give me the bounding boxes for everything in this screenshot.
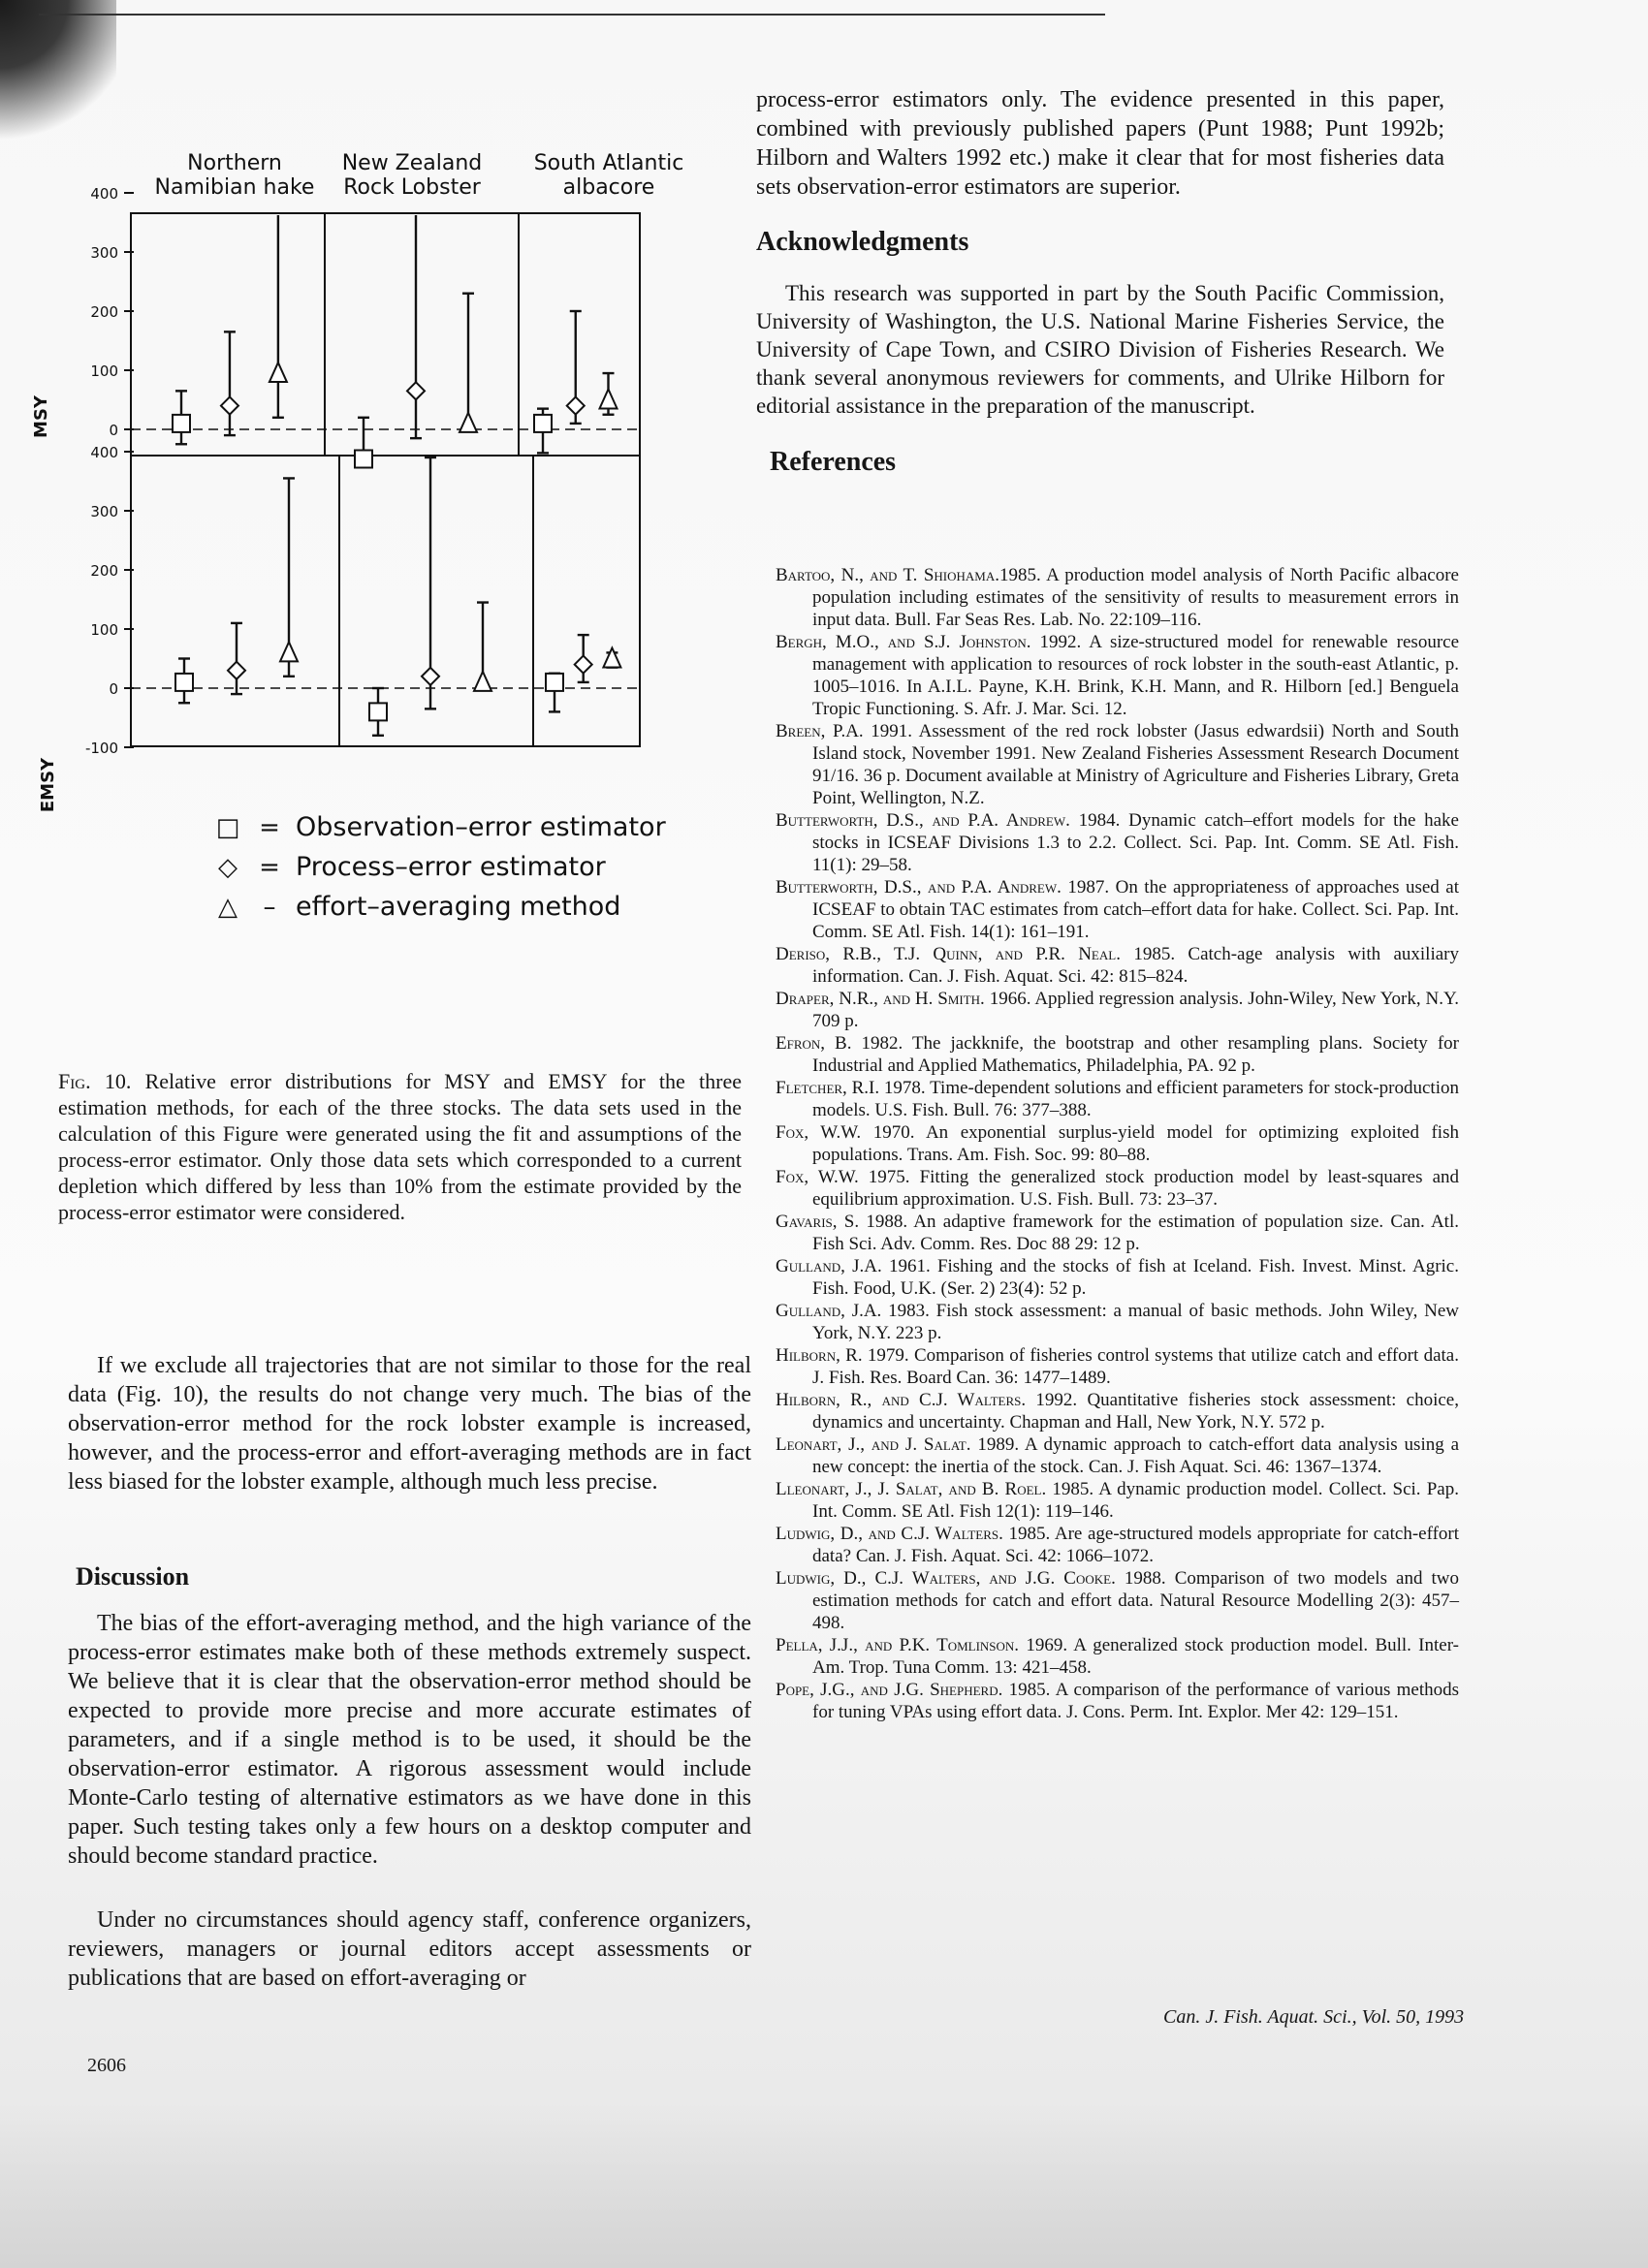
diamond-marker	[422, 668, 439, 685]
reference-authors: Draper, N.R., and H. Smith.	[776, 989, 985, 1009]
reference-authors: Fletcher, R.I.	[776, 1078, 880, 1098]
data-point-diamond	[422, 457, 439, 709]
data-point-triangle	[600, 373, 618, 415]
reference-authors: Lleonart, J., J. Salat, and B. Roel.	[776, 1479, 1047, 1499]
y-tick-label: -100	[84, 740, 118, 757]
reference-authors: Gavaris, S.	[776, 1212, 860, 1232]
right-column-top	[756, 85, 1444, 478]
reference-item	[776, 1121, 1459, 1166]
bottom-y-axis	[85, 444, 134, 757]
reference-authors: Fox, W.W.	[776, 1122, 862, 1143]
col-title-1-line2: Namibian hake	[154, 175, 315, 200]
reference-authors: Gulland, J.A.	[776, 1256, 882, 1276]
triangle-marker	[600, 390, 618, 409]
reference-item	[776, 809, 1459, 876]
y-tick-label: 0	[109, 422, 118, 439]
reference-authors: Efron, B.	[776, 1033, 852, 1054]
discussion-paragraph-2: Under no circumstances should agency staff, conference organizers, reviewers, managers or journal editors accept assessments or publications that are based on effort-averaging or	[68, 1907, 751, 1991]
scan-corner-shadow	[0, 0, 116, 155]
y-tick-label: 400	[90, 444, 118, 461]
reference-authors: Leonart, J., and J. Salat.	[776, 1434, 971, 1455]
data-point-diamond	[221, 331, 238, 435]
y-tick-label: 400	[90, 185, 118, 203]
reference-item	[776, 1255, 1459, 1300]
data-point-square	[546, 674, 563, 712]
acknowledgments-heading: Acknowledgments	[756, 227, 969, 257]
reference-item	[776, 1679, 1459, 1723]
diamond-marker	[575, 656, 592, 674]
reference-text: 1985. Are age-structured models appropriate for catch-effort data? Can. J. Fish. Aquat. Sci. 42: 1066–1072.	[812, 1524, 1459, 1566]
reference-text: 1984. Dynamic catch–effort models for the hake stocks in ICSEAF Divisions 1.3 to 2.2. Collect. Sci. Pap. Int. Comm. SE Atl. Fish. 11(1): 29–58.	[812, 810, 1459, 875]
figure-caption-text: Relative error distributions for MSY and EMSY for the three estimation methods, for each of the three stocks. The data sets used in the calculation of this Figure were generated using the fit and assumptions of the process-error estimator. Only those data sets which corresponded to a current depletion which differed by less than 10% from the estimate provided by the process-error estimator were considered.	[58, 1069, 742, 1224]
body-paragraph-trajectories: If we exclude all trajectories that are not similar to those for the real data (Fig. 10), the results do not change very much. The bias of the observation-error method for the rock lobster example is increased, however, and the process-error and effort-averaging methods are in fact less biased for the lobster example, although much less precise.	[68, 1353, 751, 1495]
reference-item	[776, 1389, 1459, 1433]
reference-item	[776, 1567, 1459, 1634]
reference-text: 1991. Assessment of the red rock lobster (Jasus edwardsii) North and South Island stock, November 1991. New Zealand Fisheries Assessment Research Document 91/16. 36 p. Document available at Ministry of Agriculture and Fisheries Library, Greta Point, Wellington, N.Z.	[812, 721, 1460, 808]
reference-item	[776, 943, 1459, 988]
legend-eq-3: –	[263, 893, 276, 922]
references-list	[776, 564, 1459, 1723]
reference-item	[776, 1166, 1459, 1211]
reference-text: 1982. The jackknife, the bootstrap and other resampling plans. Society for Industrial and Applied Mathematics, Philadelphia, PA. 92 p.	[812, 1033, 1459, 1076]
square-marker	[355, 451, 372, 468]
discussion-heading: Discussion	[76, 1562, 190, 1591]
reference-authors: Pella, J.J., and P.K. Tomlinson.	[776, 1635, 1020, 1655]
data-point-square	[175, 659, 193, 704]
bottom-panel-marks	[175, 457, 620, 736]
legend-eq-2: =	[259, 853, 280, 882]
data-point-triangle	[474, 603, 491, 691]
col-title-2-line2: Rock Lobster	[343, 175, 481, 200]
col-title-2-line1: New Zealand	[341, 151, 483, 175]
top-ylabel: MSY	[31, 395, 51, 438]
legend-label-observation: Observation–error estimator	[296, 812, 666, 842]
y-tick-label: 200	[90, 562, 118, 580]
figure-caption	[58, 1068, 742, 1225]
acknowledgments-text: This research was supported in part by the South Pacific Commission, University of Washington, the U.S. National Marine Fisheries Service, the University of Cape Town, and CSIRO Division of Fisheries Research. We thank several anonymous reviewers for comments, and Ulrike Hilborn for editorial assistance in the preparation of the manuscript.	[756, 281, 1444, 418]
reference-authors: Bartoo, N., and T. Shiohama.	[776, 565, 999, 585]
body-paragraph-continued: process-error estimators only. The evidence presented in this paper, combined with previously published papers (Punt 1988; Punt 1992b; Hilborn and Walters 1992 etc.) make it clear that for most fisheries data sets observation-error estimators are superior.	[756, 87, 1444, 200]
reference-item	[776, 631, 1459, 720]
reference-text: 1970. An exponential surplus-yield model for optimizing exploited fish populations. Trans. Am. Fish. Soc. 99: 80–88.	[812, 1122, 1459, 1165]
data-point-diamond	[228, 623, 245, 694]
reference-text: 1979. Comparison of fisheries control systems that utilize catch and effort data. J. Fish. Res. Board Can. 36: 1477–1489.	[812, 1345, 1459, 1388]
reference-authors: Ludwig, D., C.J. Walters, and J.G. Cooke.	[776, 1568, 1116, 1589]
reference-text: 1988. An adaptive framework for the estimation of population size. Can. Atl. Fish Sci. Adv. Comm. Res. Doc 88 29: 12 p.	[812, 1212, 1459, 1254]
reference-item	[776, 1478, 1459, 1523]
data-point-square	[173, 391, 190, 444]
diamond-marker	[407, 382, 425, 399]
y-tick-label: 300	[90, 503, 118, 520]
triangle-marker	[460, 413, 477, 432]
discussion-paragraph-1: The bias of the effort-averaging method, and the high variance of the process-error estimates make both of these methods extremely suspect. We believe that it is clear that the observation-error method should be expected to provide more precise and more accurate estimates of parameters, and if a single method is to be used, it should be the observation-error estimator. A rigorous assessment would include Monte-Carlo testing of alternative estimators as we have done in this paper. Such testing takes only a few hours on a desktop computer and should become standard practice.	[68, 1611, 751, 1869]
reference-text: 1983. Fish stock assessment: a manual of basic methods. John Wiley, New York, N.Y. 223 p.	[812, 1301, 1459, 1343]
reference-text: 1987. On the appropriateness of approaches used at ICSEAF to obtain TAC estimates from catch–effort data for hake. Collect. Sci. Pap. Int. Comm. SE Atl. Fish. 14(1): 161–191.	[812, 877, 1459, 942]
reference-authors: Bergh, M.O., and S.J. Johnston.	[776, 632, 1031, 652]
reference-authors: Hilborn, R., and C.J. Walters.	[776, 1390, 1027, 1410]
col-title-3-line2: albacore	[562, 175, 655, 200]
reference-text: 1985. A production model analysis of North Pacific albacore population including estimates of the sensitivity of results to measurement errors in input data. Bull. Far Seas Res. Lab. No. 22:109–116.	[812, 565, 1459, 630]
reference-authors: Gulland, J.A.	[776, 1301, 882, 1321]
data-point-diamond	[407, 215, 425, 438]
legend-symbol-square: □	[215, 813, 240, 842]
legend-eq-1: =	[259, 813, 280, 842]
reference-authors: Butterworth, D.S., and P.A. Andrew.	[776, 810, 1070, 831]
reference-authors: Breen, P.A.	[776, 721, 864, 741]
reference-text: 1985. A comparison of the performance of various methods for tuning VPAs using effort data. J. Cons. Perm. Int. Explor. Mer 42: 129–151.	[812, 1680, 1459, 1722]
reference-text: 1985. Catch-age analysis with auxiliary information. Can. J. Fish. Aquat. Sci. 42: 815–824.	[812, 944, 1459, 987]
square-marker	[369, 703, 387, 720]
reference-authors: Butterworth, D.S., and P.A. Andrew.	[776, 877, 1062, 898]
reference-text: 1966. Applied regression analysis. John-Wiley, New York, N.Y. 709 p.	[812, 989, 1459, 1031]
bottom-ylabel: EMSY	[38, 757, 58, 813]
data-point-triangle	[280, 478, 298, 676]
y-tick-label: 100	[90, 362, 118, 380]
reference-item	[776, 1300, 1459, 1344]
reference-text: 1961. Fishing and the stocks of fish at Iceland. Fish. Invest. Minst. Agric. Fish. Food, U.K. (Ser. 2) 23(4): 52 p.	[812, 1256, 1459, 1299]
col-title-1-line1: Northern	[187, 151, 282, 175]
triangle-marker	[280, 642, 298, 661]
y-tick-label: 0	[109, 680, 118, 698]
square-marker	[175, 674, 193, 691]
diamond-marker	[221, 397, 238, 415]
y-tick-label: 300	[90, 244, 118, 262]
reference-item	[776, 1344, 1459, 1389]
diamond-marker	[567, 397, 585, 415]
reference-item	[776, 1634, 1459, 1679]
legend-symbol-triangle: △	[218, 893, 238, 922]
reference-text: 1969. A generalized stock production model. Bull. Inter-Am. Trop. Tuna Comm. 13: 421–458.	[812, 1635, 1459, 1678]
reference-item	[776, 720, 1459, 809]
reference-item	[776, 876, 1459, 943]
data-point-diamond	[575, 635, 592, 682]
scan-bottom-shade	[0, 2103, 1648, 2268]
references-heading: References	[770, 447, 897, 477]
reference-text: 1989. A dynamic approach to catch-effort data analysis using a new concept: the inertia of the stock. Can. J. Fish Aquat. Sci. 46: 1367–1374.	[812, 1434, 1460, 1477]
top-y-axis	[90, 185, 134, 439]
reference-item	[776, 988, 1459, 1032]
reference-item	[776, 1211, 1459, 1255]
reference-authors: Hilborn, R.	[776, 1345, 863, 1366]
square-marker	[534, 415, 552, 432]
reference-text: 1992. Quantitative fisheries stock assessment: choice, dynamics and uncertainty. Chapman and Hall, New York, N.Y. 572 p.	[812, 1390, 1459, 1433]
diamond-marker	[228, 662, 245, 679]
data-point-square	[369, 688, 387, 736]
data-point-square	[534, 409, 552, 454]
triangle-marker	[269, 362, 287, 382]
reference-authors: Pope, J.G., and J.G. Shepherd.	[776, 1680, 1003, 1700]
data-point-triangle	[269, 215, 287, 418]
y-tick-label: 200	[90, 303, 118, 321]
legend-label-process: Process–error estimator	[296, 852, 606, 882]
figure-10	[29, 136, 756, 1066]
reference-item	[776, 1077, 1459, 1121]
square-marker	[173, 415, 190, 432]
reference-item	[776, 1032, 1459, 1077]
y-tick-label: 100	[90, 621, 118, 639]
reference-text: 1975. Fitting the generalized stock production model by least-squares and equilibrium approximation. U.S. Fish. Bull. 73: 23–37.	[812, 1167, 1459, 1210]
journal-footer: Can. J. Fish. Aquat. Sci., Vol. 50, 1993	[1163, 2006, 1465, 2028]
figure-caption-label: Fig. 10.	[58, 1069, 132, 1093]
triangle-marker	[474, 672, 491, 691]
reference-item	[776, 564, 1459, 631]
reference-text: 1985. A dynamic production model. Collect. Sci. Pap. Int. Comm. SE Atl. Fish 12(1): 119–146.	[812, 1479, 1459, 1522]
data-point-square	[355, 418, 372, 468]
reference-item	[776, 1523, 1459, 1567]
data-point-triangle	[603, 648, 620, 668]
reference-authors: Ludwig, D., and C.J. Walters.	[776, 1524, 1003, 1544]
top-panel-frame	[131, 213, 640, 456]
reference-text: 1978. Time-dependent solutions and efficient parameters for stock-production models. U.S. Fish. Bull. 76: 377–388.	[812, 1078, 1459, 1120]
page-number: 2606	[87, 2055, 126, 2076]
reference-authors: Fox, W.W.	[776, 1167, 859, 1187]
legend-label-effort: effort–averaging method	[296, 892, 621, 922]
reference-text: 1992. A size-structured model for renewable resource management with application to resources of rock lobster in the south-east Atlantic, p. 1005–1016. In A.I.L. Payne, K.H. Brink, K.H. Mann, and R. Hilborn [ed.] Benguela Tropic Functioning. S. Afr. J. Mar. Sci. 12.	[812, 632, 1460, 719]
reference-text: 1988. Comparison of two models and two estimation methods for catch and effort data. Natural Resource Modelling 2(3): 457–498.	[812, 1568, 1460, 1633]
scan-top-edge	[39, 14, 1105, 16]
triangle-marker	[603, 648, 620, 668]
reference-authors: Deriso, R.B., T.J. Quinn, and P.R. Neal.	[776, 944, 1121, 964]
data-point-triangle	[460, 294, 477, 432]
data-point-diamond	[567, 311, 585, 424]
legend-symbol-diamond: ◇	[218, 853, 238, 882]
figure-10-plot	[29, 136, 756, 1066]
reference-item	[776, 1433, 1459, 1478]
square-marker	[546, 674, 563, 691]
col-title-3-line1: South Atlantic	[533, 151, 684, 175]
